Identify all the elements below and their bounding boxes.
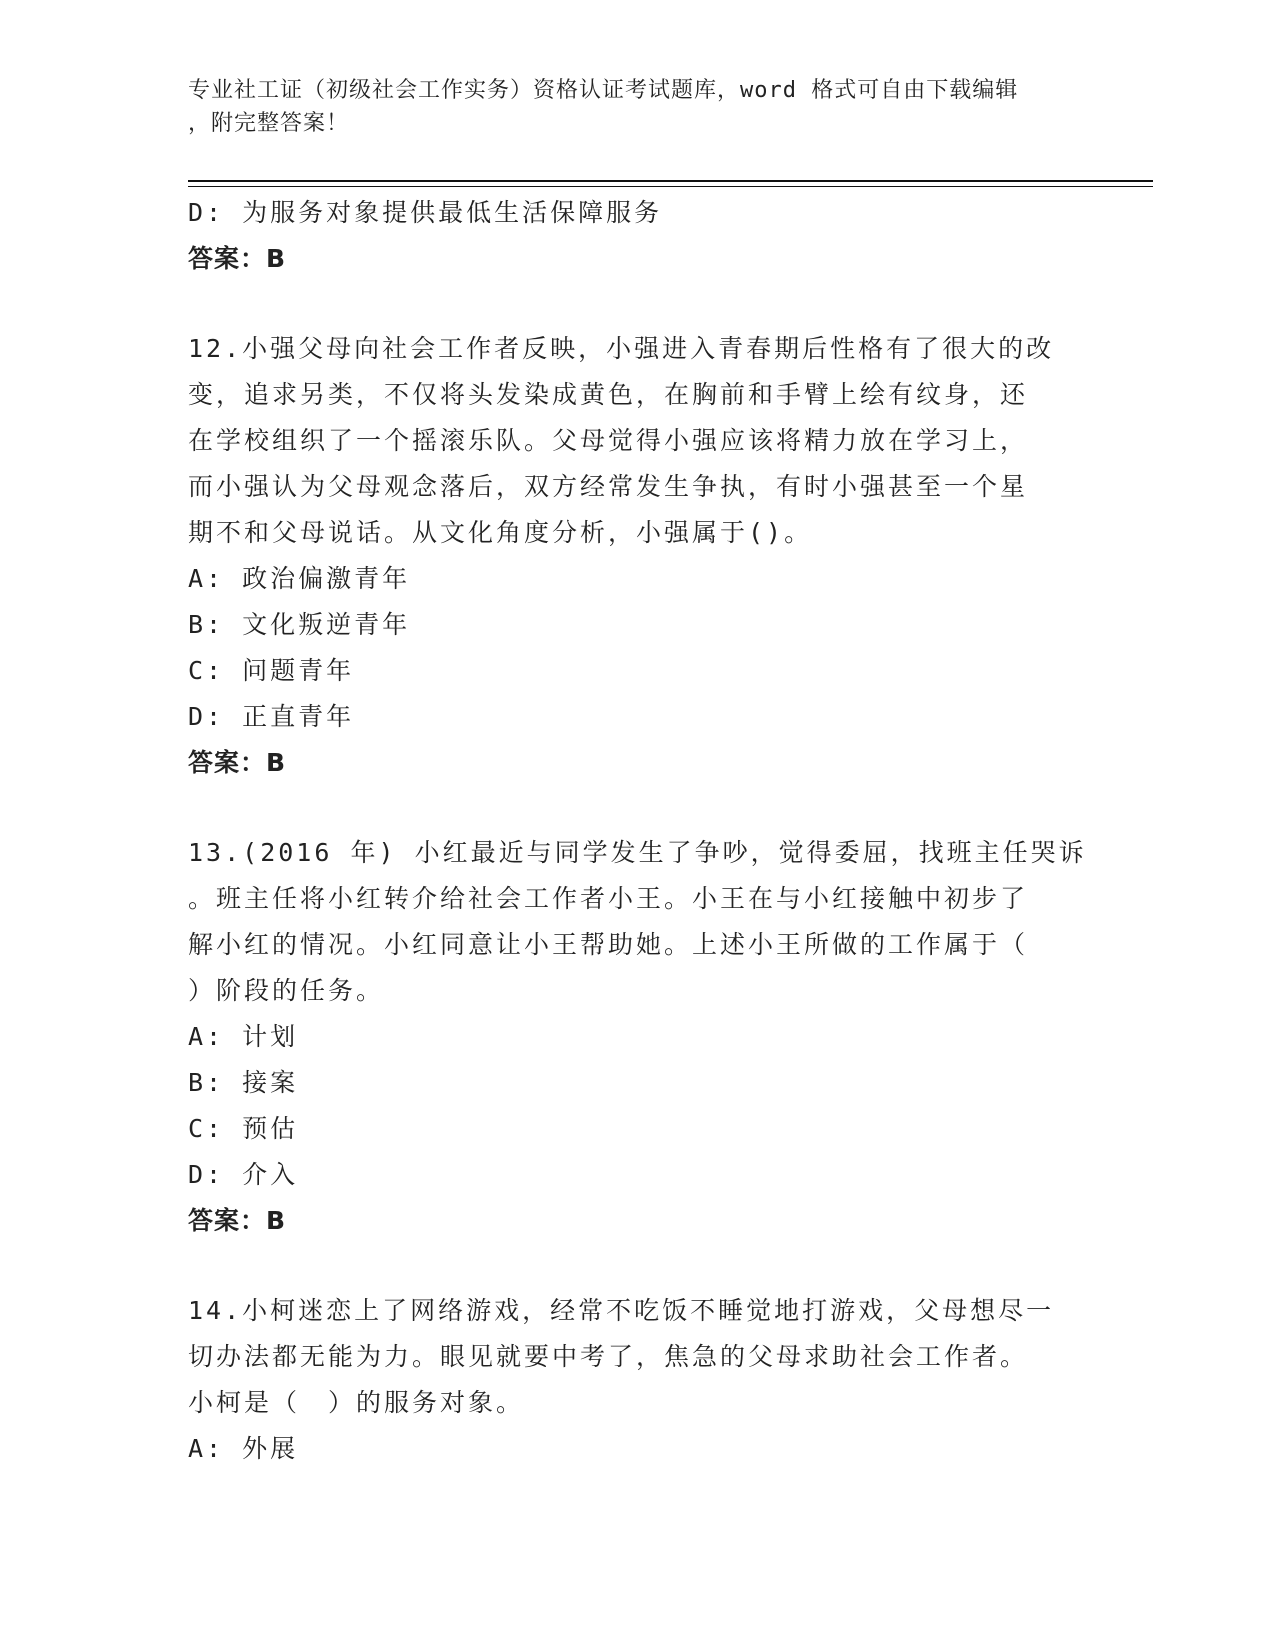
header-rule-thin bbox=[188, 186, 1153, 187]
document-header bbox=[188, 74, 1068, 140]
option-a: A: 政治偏激青年 bbox=[188, 564, 411, 593]
question-stem-line: 13.(2016 年) 小红最近与同学发生了争吵，觉得委屈，找班主任哭诉 bbox=[188, 838, 1087, 867]
answer: 答案：B bbox=[188, 244, 287, 273]
option-d: D: 正直青年 bbox=[188, 702, 355, 731]
question-stem-line: 12.小强父母向社会工作者反映，小强进入青春期后性格有了很大的改 bbox=[188, 334, 1055, 363]
header-line-1: 专业社工证（初级社会工作实务）资格认证考试题库，word 格式可自由下载编辑 bbox=[188, 78, 1019, 103]
option-d: D: 介入 bbox=[188, 1160, 299, 1189]
previous-question-tail bbox=[188, 190, 1088, 282]
option-a: A: 计划 bbox=[188, 1022, 299, 1051]
question-stem-line: 14.小柯迷恋上了网络游戏，经常不吃饭不睡觉地打游戏，父母想尽一 bbox=[188, 1296, 1055, 1325]
answer: 答案：B bbox=[188, 748, 287, 777]
question-stem-line: 小柯是（ ）的服务对象。 bbox=[188, 1388, 525, 1417]
question-stem-line: ）阶段的任务。 bbox=[188, 976, 385, 1005]
question-stem-line: 而小强认为父母观念落后，双方经常发生争执，有时小强甚至一个星 bbox=[188, 472, 1029, 501]
question-stem-line: 解小红的情况。小红同意让小王帮助她。上述小王所做的工作属于（ bbox=[188, 930, 1029, 959]
question-stem-line: 变，追求另类，不仅将头发染成黄色，在胸前和手臂上绘有纹身，还 bbox=[188, 380, 1029, 409]
option-b: B: 接案 bbox=[188, 1068, 299, 1097]
option-d: D: 为服务对象提供最低生活保障服务 bbox=[188, 198, 663, 227]
answer: 答案：B bbox=[188, 1206, 287, 1235]
option-c: C: 问题青年 bbox=[188, 656, 355, 685]
question-12 bbox=[188, 326, 1088, 786]
question-stem-line: 在学校组织了一个摇滚乐队。父母觉得小强应该将精力放在学习上， bbox=[188, 426, 1029, 455]
option-c: C: 预估 bbox=[188, 1114, 299, 1143]
question-14 bbox=[188, 1288, 1088, 1472]
question-13 bbox=[188, 830, 1088, 1244]
question-stem-line: 期不和父母说话。从文化角度分析，小强属于()。 bbox=[188, 518, 813, 547]
question-stem-line: 切办法都无能为力。眼见就要中考了，焦急的父母求助社会工作者。 bbox=[188, 1342, 1029, 1371]
document-body bbox=[188, 190, 1088, 1472]
option-b: B: 文化叛逆青年 bbox=[188, 610, 411, 639]
header-line-2: ，附完整答案！ bbox=[188, 111, 350, 136]
option-a: A: 外展 bbox=[188, 1434, 299, 1463]
header-rule-thick bbox=[188, 180, 1153, 182]
question-stem-line: 。班主任将小红转介给社会工作者小王。小王在与小红接触中初步了 bbox=[188, 884, 1029, 913]
